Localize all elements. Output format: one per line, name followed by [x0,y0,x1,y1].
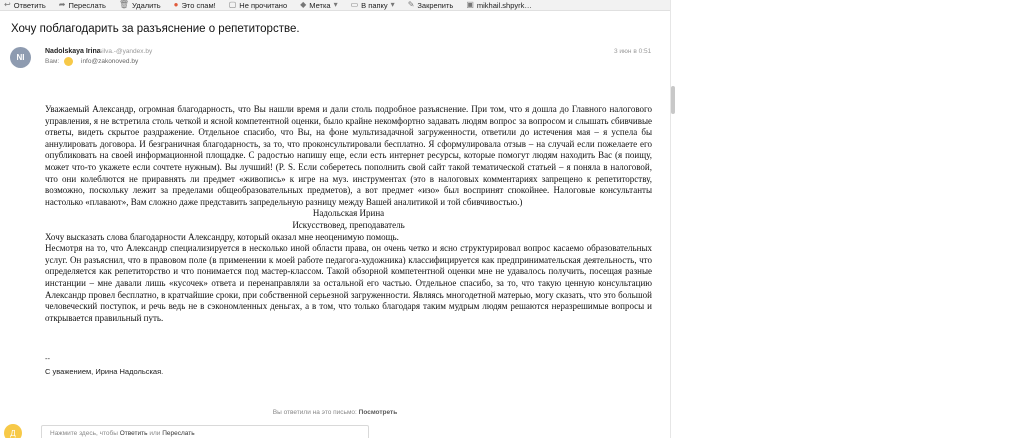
move-to-folder-button[interactable]: ▭ В папку ▾ [350,0,395,10]
label-icon: ◆ [300,0,307,9]
signature-name-line: Надольская Ирина [312,208,385,219]
body-paragraph: Несмотря на то, что Александр специализируется в несколько иной области права, он очень четко и ясно структурировал вопрос касаемо образовательных услуг. Он разъяснил, что в правовом поле (в применении к моей работе педагога-художника) классифицируется как предпринимательская деятельность, что определяется как репетиторство и что понимается под мастер-классом. Такой обзорной компетентной оценки мне не удавалось получить, посещая разные инстанции – мне давали лишь «кусочек» ответа и перенаправляли за остальной его частью. Отдельное спасибо, за то, что такую ценную консультацию Александр провел бесплатно, в кратчайшие сроки, при собственной серьезной загруженности. Являясь многодетной матерью, могу сказать, что это большой человеческий поступок, и речь ведь не в сэкономленных деньгах, а в том, что только благодаря таким мудрым людям решаются неразрешимые вопросы и открывается правильный путь. [45,243,652,323]
quick-reply-link[interactable]: Ответить [119,430,148,437]
chevron-down-icon: ▾ [390,0,395,9]
spam-icon: ● [173,0,179,9]
recipient-avatar [64,57,73,66]
forward-icon: ➦ [58,0,66,9]
reply-toolbar-button[interactable]: ↩ Ответить [4,0,46,10]
sender-name[interactable]: Nadolskaya Irina [45,48,101,55]
message-date: 3 июн в 0:51 [614,48,652,55]
pin-icon: ✎ [407,0,415,9]
unread-icon: ▢ [228,0,237,9]
vertical-scrollbar[interactable] [671,86,675,114]
contact-toolbar-button[interactable]: ▣ mikhail.shpyrk… [466,0,532,10]
chevron-down-icon: ▾ [333,0,338,9]
message-subject: Хочу поблагодарить за разъяснение о репетиторстве. [11,23,300,35]
sender-avatar[interactable]: NI [10,47,31,68]
quick-reply-prefix: Нажмите здесь, чтобы [50,430,118,437]
recipient-label: Вам: [45,58,60,65]
forward-toolbar-button[interactable]: ➦ Переслать [58,0,106,10]
quick-forward-link[interactable]: Переслать [162,430,195,437]
email-signature [45,352,163,378]
view-reply-link[interactable]: Посмотреть [358,409,398,416]
empty-side-pane [670,0,1024,438]
message-body [45,104,652,324]
sender-email[interactable]: silva.-@yandex.by [99,48,153,55]
signature-separator: -- [45,354,50,363]
reply-avatar: Д [4,424,22,438]
delete-toolbar-button[interactable]: 🗑 Удалить [118,0,161,10]
signature-text: С уважением, Ирина Надольская. [45,367,164,376]
message-toolbar [0,0,670,11]
replied-notice [0,409,670,416]
reply-icon: ↩ [4,0,11,9]
recipient-email[interactable]: info@zakonoved.by [81,58,139,65]
quick-reply-or: или [149,430,161,437]
unread-toolbar-button[interactable]: ▢ Не прочитано [228,0,288,10]
spam-toolbar-button[interactable]: ● Это спам! [173,0,216,10]
contact-icon: ▣ [466,0,474,9]
replied-notice-text: Вы ответили на это письмо: [272,409,357,416]
pin-toolbar-button[interactable]: ✎ Закрепить [407,0,454,10]
body-paragraph: Уважаемый Александр, огромная благодарность, что Вы нашли время и дали столь подробное разъяснение. При том, что я дошла до Главного налогового управления, я не встретила столь четкой и ясной компетентной оценки, было крайне некомфортно задавать людям вопрос за вопросом и слышать сбивчивые ответы, видеть скрытое раздражение. Отдельное спасибо, что Вы, на фоне мультизадачной загруженности, ответили до истечения мая – я успела бы аннулировать договора. И безграничная благодарность, за то, что проконсультировали бесплатно. Я сформулировала отзыв – на случай если пожелаете его опубликовать на своей информационной площадке. С радостью напишу еще, если есть интернет ресурсы, которые помогут людям находить Вас (я поищу, может что-то укажете если сочтете нужным). Вы лучший! (P. S. Если соберетесь пополнить свой сайт такой тематической статьей – я поняла в налоговой, что они колеблются не приравнять ли предмет «живопись» к игре на муз. инструментах (это в налоговых комментариях запрещено к репетиторству, возможно, поскольку лежит за пределами общеобразовательных предметов), а вот предмет «изо» был воспринят спокойнее. Налоговые консультанты настолько «плавают», Вам сложно даже представить запредельную разницу между Вашей аналитикой и той сбивчивостью.) [45,104,652,207]
trash-icon: 🗑 [118,0,130,9]
folder-icon: ▭ [350,0,359,9]
quick-reply-box[interactable] [41,425,369,438]
label-toolbar-button[interactable]: ◆ Метка ▾ [300,0,338,10]
body-paragraph: Хочу высказать слова благодарности Александру, который оказал мне неоценимую помощь. [45,231,399,242]
signature-role-line: Искусствовед, преподаватель [292,219,405,230]
